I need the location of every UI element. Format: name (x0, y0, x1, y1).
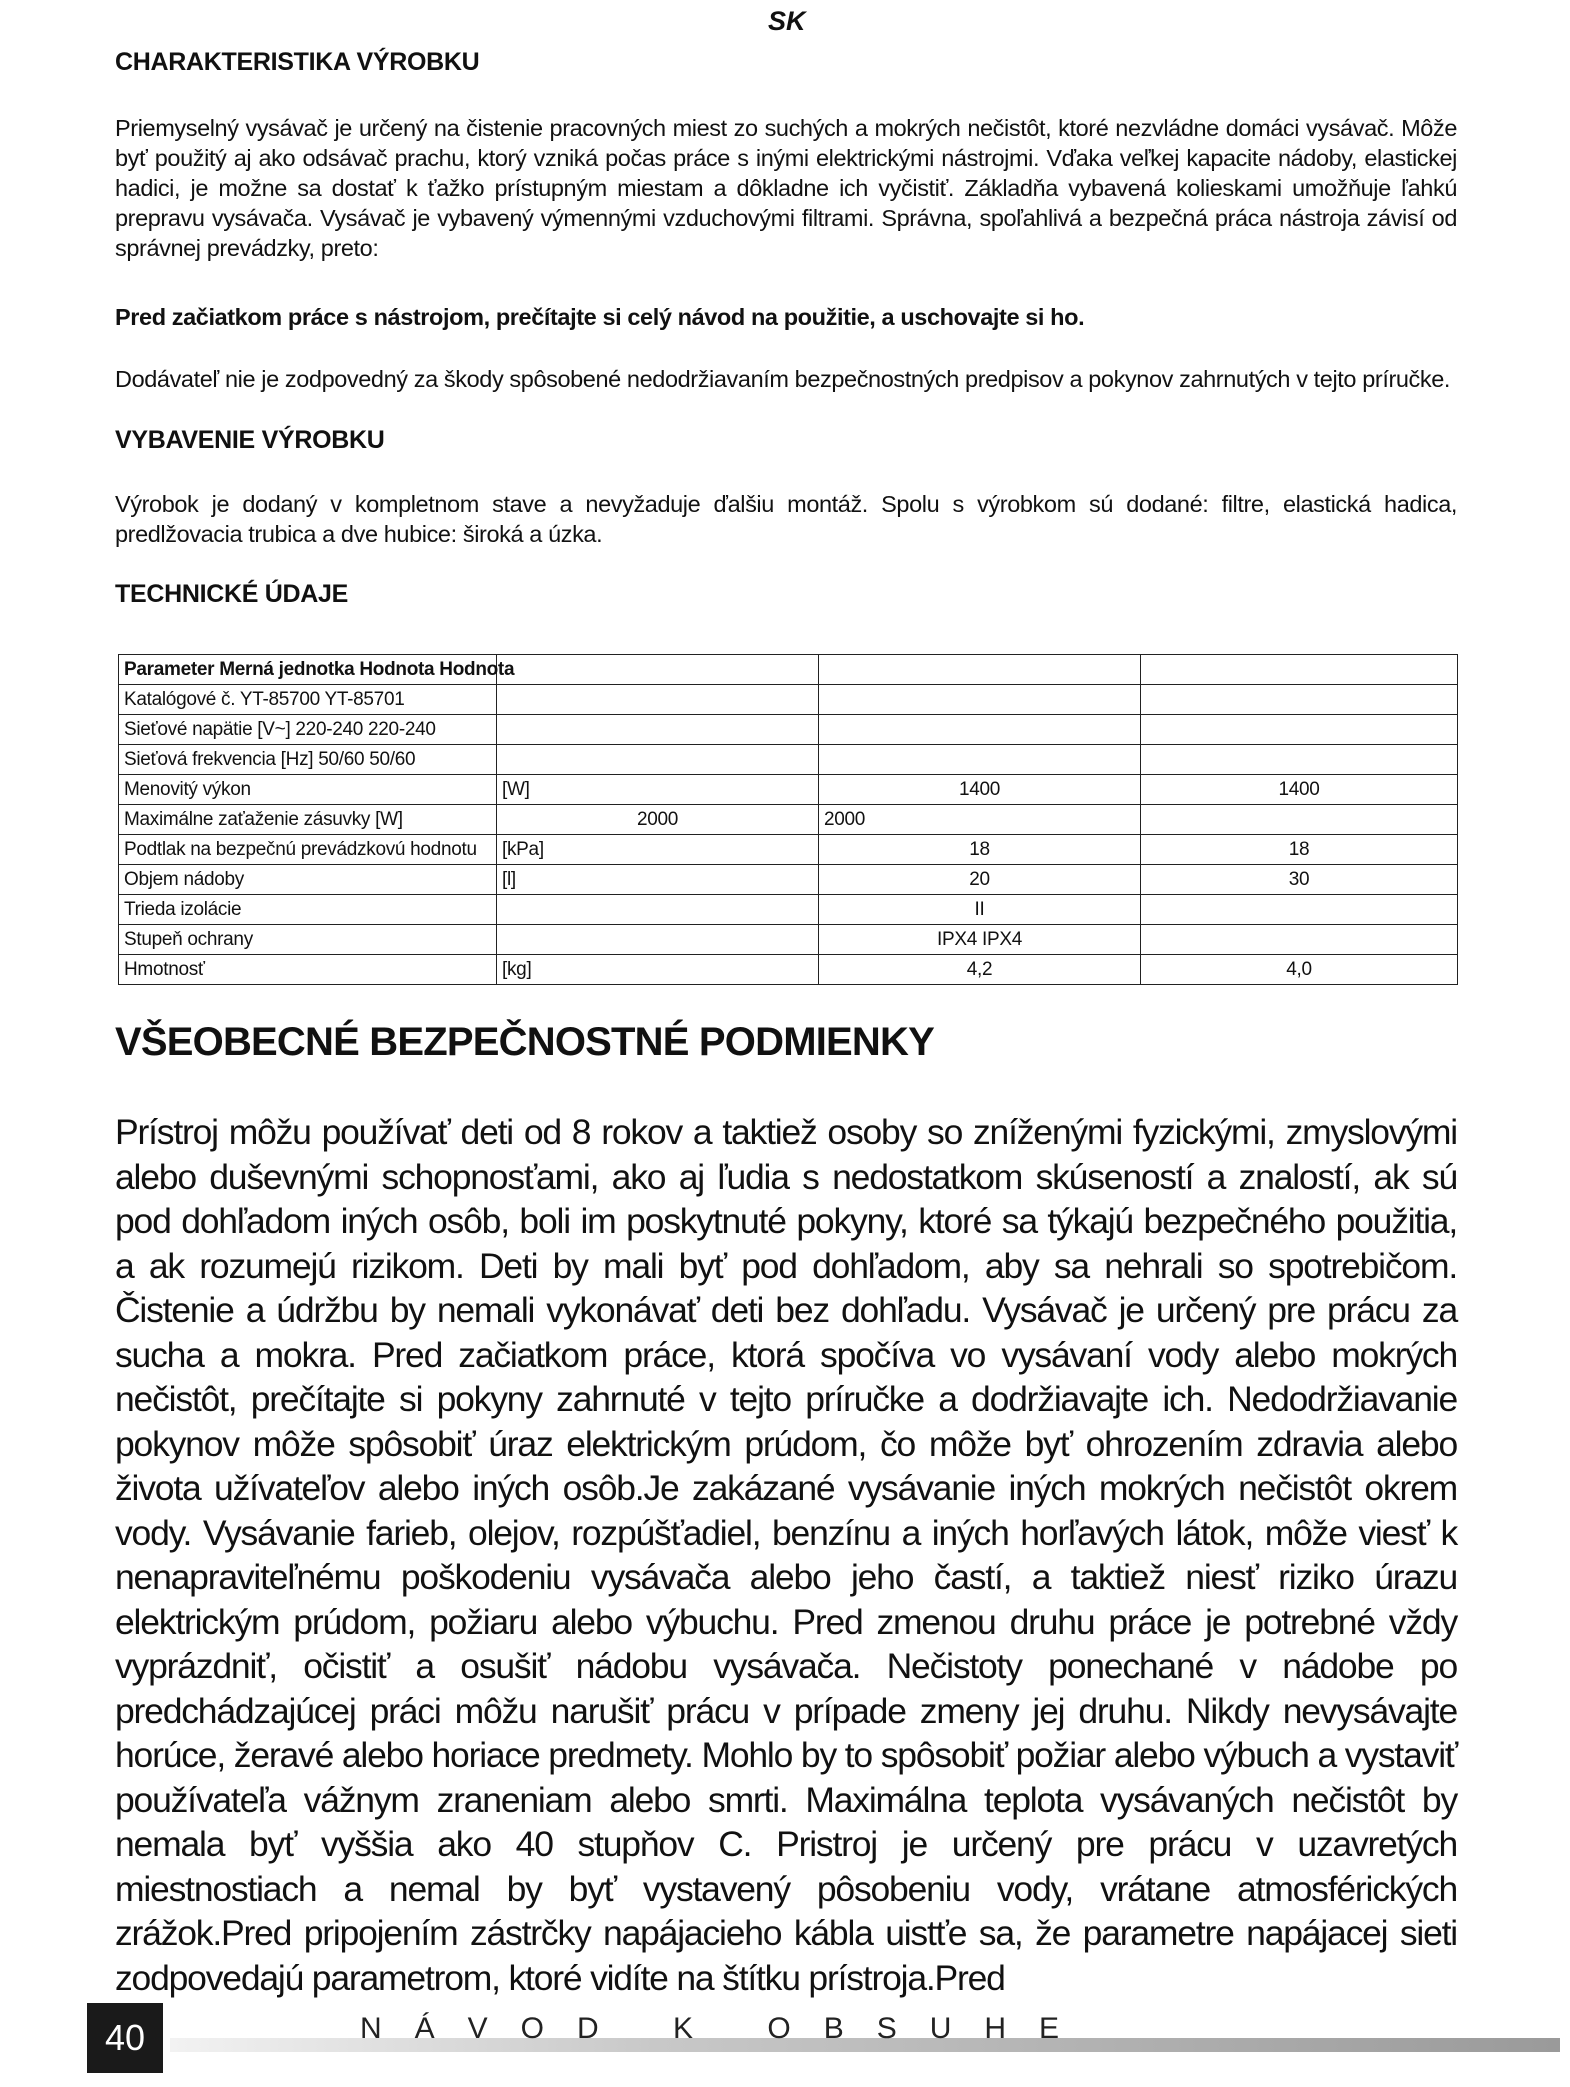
table-row (119, 805, 1458, 835)
power-value-2: 1400 (1141, 775, 1458, 805)
vacuum-label: Podtlak na bezpečnú prevádzkovú hodnotu (119, 835, 497, 865)
page-number: 40 (87, 2003, 163, 2073)
volume-value-1: 20 (819, 865, 1141, 895)
table-header-cell: Parameter Merná jednotka Hodnota Hodnota (119, 655, 497, 685)
footer-manual-label: NÁVOD K OBSUHE (360, 2012, 1093, 2045)
volume-label: Objem nádoby (119, 865, 497, 895)
power-label: Menovitý výkon (119, 775, 497, 805)
table-row (119, 655, 1458, 685)
volume-unit: [l] (497, 865, 819, 895)
disclaimer-paragraph: Dodávateľ nie je zodpovedný za škody spôsobené nedodržiavaním bezpečnostných predpisov a pokynov zahrnutých v tejto príručke. (115, 366, 1451, 392)
socket-value-2: 2000 (819, 805, 1141, 835)
voltage-cell: Sieťové napätie [V~] 220-240 220-240 (119, 715, 497, 745)
catalog-cell: Katalógové č. YT-85700 YT-85701 (119, 685, 497, 715)
table-row (119, 745, 1458, 775)
insulation-label: Trieda izolácie (119, 895, 497, 925)
safety-paragraph: Prístroj môžu používať deti od 8 rokov a taktiež osoby so zníženými fyzickými, zmyslovými alebo duševnými schopnosťami, ako aj ľudia s nedostatkom skúseností a znalostí, ak sú pod dohľadom iných osôb, boli im poskytnuté pokyny, ktoré sa týkajú bezpečného použitia, a ak rozumejú rizikom. Deti by mali byť pod dohľadom, aby sa nehrali so spotrebičom. Čistenie a údržbu by nemali vykonávať deti bez dohľadu. Vysávač je určený pre prácu za sucha a mokra. Pred začiatkom práce, ktorá spočíva vo vysávaní vody alebo mokrých nečistôt, prečítajte si pokyny zahrnuté v tejto príručke a dodržiavajte ich. Nedodržiavanie pokynov môže spôsobiť úraz elektrickým prúdom, čo môže byť ohrozením zdravia alebo života užívateľov alebo iných osôb.Je zakázané vysávanie iných mokrých nečistôt okrem vody. Vysávanie farieb, olejov, rozpúšťadiel, benzínu a iných horľavých látok, môže viesť k nenapraviteľnému poškodeniu vysávača alebo jeho častí, a taktiež niesť riziko úrazu elektrickým prúdom, požiaru alebo výbuchu. Pred zmenou druhu práce je potrebné vždy vyprázdniť, očistiť a osušiť nádobu vysávača. Nečistoty ponechané v nádobe po predchádzajúcej práci môžu narušiť prácu v prípade zmeny jej druhu. Nikdy nevysávajte horúce, žeravé alebo horiace predmety. Mohlo by to spôsobiť požiar alebo výbuch a vystaviť používateľa vážnym zraneniam alebo smrti. Maximálna teplota vysávaných nečistôt by nemala byť vyššia ako 40 stupňov C. Pristroj je určený pre prácu v uzavretých miestnostiach a nemal by byť vystavený pôsobeniu vody, vrátane atmosférických zrážok.Pred pripojením zástrčky napájacieho kábla uistťe sa, že parametre napájacej sieti zodpovedajú parametrom, ktoré vidíte na štítku prístroja.Pred (115, 1112, 1457, 1998)
weight-unit: [kg] (497, 955, 819, 985)
characteristics-paragraph: Priemyselný vysávač je určený na čistenie pracovných miest zo suchých a mokrých nečistôt, ktoré nezvládne domáci vysávač. Môže byť použitý aj ako odsávač prachu, ktorý vzniká počas práce s inými elektrickými nástrojmi. Vďaka veľkej kapacite nádoby, elastickej hadici, je možne sa dostať k ťažko prístupným miestam a dôkladne ich vyčistiť. Základňa vybavená kolieskami umožňuje ľahkú prepravu vysávača. Vysávač je vybavený výmennými vzduchovými filtrami. Správna, spoľahlivá a bezpečná práca nástroja závisí od správnej prevádzky, preto: (115, 115, 1457, 261)
table-row (119, 955, 1458, 985)
frequency-cell: Sieťová frekvencia [Hz] 50/60 50/60 (119, 745, 497, 775)
language-tag: SK (768, 6, 806, 36)
technical-data-table (118, 654, 1458, 985)
volume-value-2: 30 (1141, 865, 1458, 895)
weight-value-1: 4,2 (819, 955, 1141, 985)
power-unit: [W] (497, 775, 819, 805)
socket-label: Maximálne zaťaženie zásuvky [W] (119, 805, 497, 835)
equipment-paragraph: Výrobok je dodaný v kompletnom stave a nevyžaduje ďalšiu montáž. Spolu s výrobkom sú dodané: filtre, elastická hadica, predlžovacia trubica a dve hubice: široká a úzka. (115, 491, 1457, 547)
power-value-1: 1400 (819, 775, 1141, 805)
table-row (119, 865, 1458, 895)
table-row (119, 925, 1458, 955)
section-title-characteristics: CHARAKTERISTIKA VÝROBKU (115, 48, 480, 76)
vacuum-unit: [kPa] (497, 835, 819, 865)
section-title-safety: VŠEOBECNÉ BEZPEČNOSTNÉ PODMIENKY (115, 1020, 934, 1064)
vacuum-value-1: 18 (819, 835, 1141, 865)
weight-label: Hmotnosť (119, 955, 497, 985)
insulation-value: II (819, 895, 1141, 925)
protection-label: Stupeň ochrany (119, 925, 497, 955)
section-title-equipment: VYBAVENIE VÝROBKU (115, 426, 385, 454)
vacuum-value-2: 18 (1141, 835, 1458, 865)
table-row (119, 835, 1458, 865)
table-row (119, 685, 1458, 715)
table-row (119, 895, 1458, 925)
socket-value-1: 2000 (497, 805, 819, 835)
table-row (119, 775, 1458, 805)
weight-value-2: 4,0 (1141, 955, 1458, 985)
section-title-technical-data: TECHNICKÉ ÚDAJE (115, 580, 349, 608)
protection-value: IPX4 IPX4 (819, 925, 1141, 955)
table-row (119, 715, 1458, 745)
read-manual-note: Pred začiatkom práce s nástrojom, prečítajte si celý návod na použitie, a uschovajte si ho. (115, 304, 1085, 330)
